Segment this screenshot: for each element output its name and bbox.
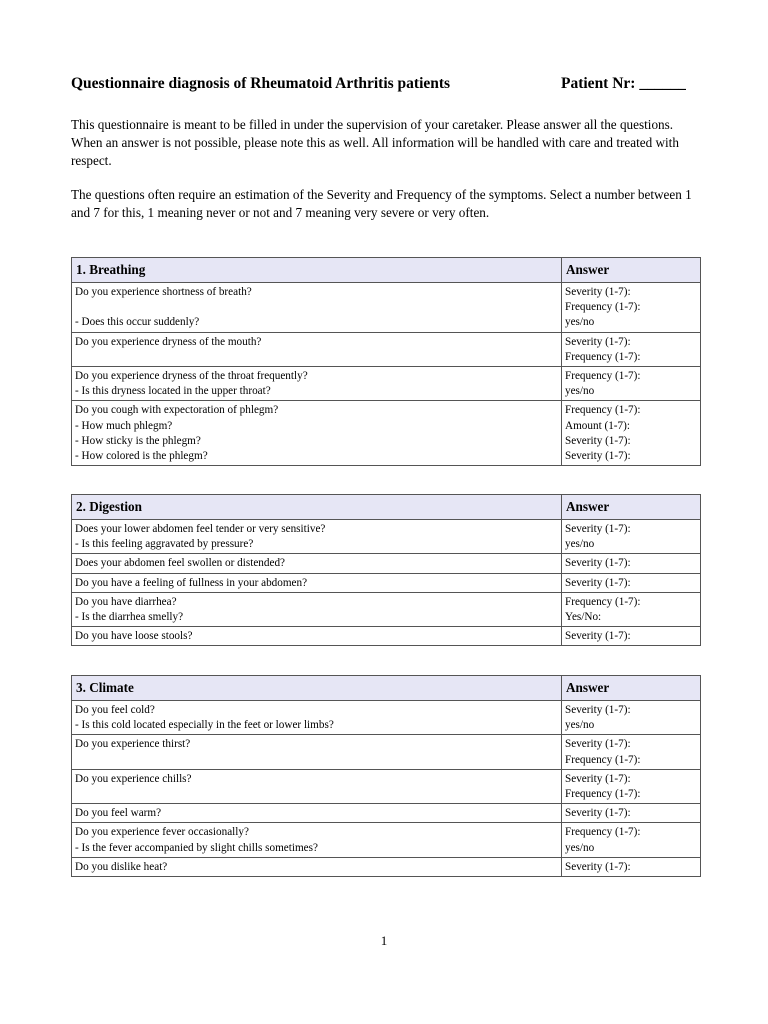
- answer-cell[interactable]: [562, 592, 701, 626]
- document-title: Questionnaire diagnosis of Rheumatoid Arthritis patients: [71, 75, 451, 92]
- question-cell: [72, 573, 562, 592]
- answer-field-label: yes/no: [565, 841, 595, 854]
- section-table-climate: [71, 675, 701, 877]
- answer-cell[interactable]: [562, 701, 701, 735]
- intro-paragraph-instructions: This questionnaire is meant to be filled in under the supervision of your caretaker. Please answer all the questions. When an answer is not possible, please note this as well. All information will be handled with care and treated with respect.: [71, 117, 679, 168]
- question-text: Do you experience thirst?: [75, 738, 191, 751]
- question-text: Do you have a feeling of fullness in your abdomen?: [75, 576, 308, 589]
- sub-question-text: - How sticky is the phlegm?: [75, 434, 201, 447]
- sub-question-text: - Is this cold located especially in the feet or lower limbs?: [75, 719, 334, 732]
- answer-cell[interactable]: [562, 520, 701, 554]
- question-text: Do you dislike heat?: [75, 860, 168, 873]
- question-text: Do you experience dryness of the throat frequently?: [75, 370, 308, 383]
- section-title: 2. Digestion: [72, 495, 562, 520]
- answer-field-label: Frequency (1-7):: [565, 753, 641, 766]
- answer-field-label: Yes/No:: [565, 611, 602, 624]
- question-text: Do you experience shortness of breath?: [75, 286, 252, 298]
- question-cell: [72, 769, 562, 803]
- sub-question-text: - Is the diarrhea smelly?: [75, 611, 184, 624]
- question-row: [72, 401, 701, 466]
- section-title: 3. Climate: [72, 676, 562, 701]
- question-row: [72, 573, 701, 592]
- answer-field-label: Severity (1-7):: [565, 630, 631, 643]
- answer-column-header: Answer: [562, 258, 701, 283]
- answer-cell[interactable]: [562, 283, 701, 333]
- answer-cell[interactable]: [562, 769, 701, 803]
- answer-cell[interactable]: [562, 554, 701, 573]
- question-cell: [72, 627, 562, 646]
- answer-field-label: Frequency (1-7):: [565, 370, 641, 383]
- answer-field-label: Severity (1-7):: [565, 860, 631, 873]
- sub-question-text: - Is this dryness located in the upper throat?: [75, 385, 271, 398]
- answer-field-label: Frequency (1-7):: [565, 350, 641, 363]
- answer-cell[interactable]: [562, 857, 701, 876]
- answer-field-label: Severity (1-7):: [565, 434, 631, 447]
- question-cell: [72, 592, 562, 626]
- question-cell: [72, 520, 562, 554]
- question-row: [72, 283, 701, 333]
- question-row: [72, 769, 701, 803]
- document-header: [71, 75, 696, 97]
- question-cell: [72, 735, 562, 769]
- question-text: Do you experience fever occasionally?: [75, 826, 249, 839]
- sub-question-text: - Does this occur suddenly?: [75, 316, 200, 329]
- answer-column-header: Answer: [562, 495, 701, 520]
- question-cell: [72, 701, 562, 735]
- answer-field-label: Severity (1-7):: [565, 450, 631, 463]
- answer-field-label: Severity (1-7):: [565, 557, 631, 570]
- question-text: Do you have diarrhea?: [75, 595, 177, 608]
- answer-field-label: Severity (1-7):: [565, 523, 631, 535]
- answer-cell[interactable]: [562, 573, 701, 592]
- question-cell: [72, 283, 562, 333]
- question-cell: [72, 857, 562, 876]
- answer-cell[interactable]: [562, 627, 701, 646]
- answer-field-label: Amount (1-7):: [565, 419, 630, 432]
- question-row: [72, 592, 701, 626]
- sub-question-text: - Is the fever accompanied by slight chills sometimes?: [75, 841, 318, 854]
- answer-cell[interactable]: [562, 367, 701, 401]
- question-row: [72, 332, 701, 366]
- section-header-row: [72, 676, 701, 701]
- question-cell: [72, 332, 562, 366]
- answer-field-label: Frequency (1-7):: [565, 404, 641, 417]
- answer-field-label: Severity (1-7):: [565, 704, 631, 716]
- question-row: [72, 857, 701, 876]
- answer-field-label: Severity (1-7):: [565, 286, 631, 298]
- answer-cell[interactable]: [562, 823, 701, 857]
- answer-column-header: Answer: [562, 676, 701, 701]
- question-row: [72, 554, 701, 573]
- answer-cell[interactable]: [562, 332, 701, 366]
- answer-field-label: yes/no: [565, 719, 595, 732]
- question-text: Do you cough with expectoration of phlegm?: [75, 404, 279, 417]
- answer-field-label: Severity (1-7):: [565, 335, 631, 348]
- question-text: Do you feel warm?: [75, 807, 162, 820]
- patient-number-label: Patient Nr: ______: [561, 75, 686, 92]
- section-header-row: [72, 258, 701, 283]
- question-row: [72, 823, 701, 857]
- question-row: [72, 367, 701, 401]
- answer-field-label: Frequency (1-7):: [565, 301, 641, 314]
- answer-field-label: Severity (1-7):: [565, 772, 631, 785]
- answer-field-label: Severity (1-7):: [565, 807, 631, 820]
- answer-field-label: Frequency (1-7):: [565, 788, 641, 801]
- answer-field-label: yes/no: [565, 316, 595, 329]
- answer-field-label: Severity (1-7):: [565, 738, 631, 751]
- section-table-breathing: [71, 257, 701, 466]
- answer-cell[interactable]: [562, 804, 701, 823]
- answer-field-label: yes/no: [565, 538, 595, 551]
- question-text: Do you have loose stools?: [75, 630, 193, 643]
- question-text: Do you experience dryness of the mouth?: [75, 335, 262, 348]
- page-number: 1: [380, 933, 388, 948]
- sub-question-text: - Is this feeling aggravated by pressure?: [75, 538, 254, 551]
- question-row: [72, 520, 701, 554]
- section-title: 1. Breathing: [72, 258, 562, 283]
- answer-cell[interactable]: [562, 735, 701, 769]
- question-row: [72, 627, 701, 646]
- question-cell: [72, 367, 562, 401]
- intro-paragraph-scale: The questions often require an estimation of the Severity and Frequency of the symptoms. Select a number between 1 and 7 for this, 1 meaning never or not and 7 meaning very severe or very often.: [71, 187, 692, 220]
- question-text: Do you experience chills?: [75, 772, 192, 785]
- answer-field-label: Frequency (1-7):: [565, 826, 641, 839]
- answer-field-label: yes/no: [565, 385, 595, 398]
- question-row: [72, 735, 701, 769]
- question-row: [72, 701, 701, 735]
- answer-field-label: Frequency (1-7):: [565, 595, 641, 608]
- section-table-digestion: [71, 494, 701, 646]
- section-header-row: [72, 495, 701, 520]
- question-cell: [72, 804, 562, 823]
- sub-question-text: - How colored is the phlegm?: [75, 450, 208, 463]
- answer-field-label: Severity (1-7):: [565, 576, 631, 589]
- question-cell: [72, 401, 562, 466]
- sub-question-text: - How much phlegm?: [75, 419, 173, 432]
- blank-line: [75, 300, 558, 315]
- question-text: Does your abdomen feel swollen or distended?: [75, 557, 286, 570]
- question-row: [72, 804, 701, 823]
- answer-cell[interactable]: [562, 401, 701, 466]
- question-cell: [72, 823, 562, 857]
- question-text: Do you feel cold?: [75, 704, 155, 716]
- question-text: Does your lower abdomen feel tender or very sensitive?: [75, 523, 326, 535]
- question-cell: [72, 554, 562, 573]
